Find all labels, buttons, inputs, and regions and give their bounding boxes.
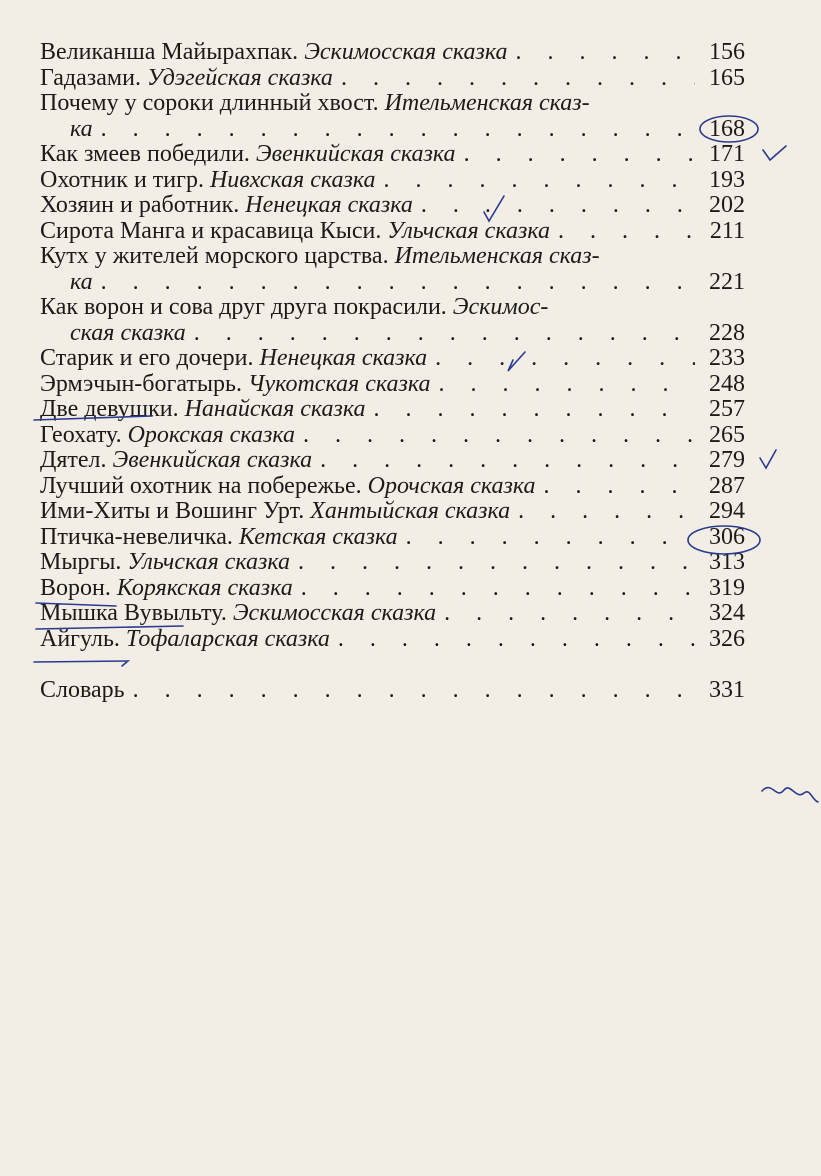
entry-title: Геохату. Орокская сказка	[40, 421, 295, 448]
entry-title: Кутх у жителей морского царства. Ительменская сказ-	[40, 243, 600, 269]
page-number: 265	[709, 421, 745, 448]
arrow-mark	[34, 661, 128, 666]
entry-title: Ворон. Корякская сказка	[40, 574, 293, 601]
entry-title: Дятел. Эвенкийская сказка	[40, 447, 313, 473]
page-number: 324	[709, 600, 745, 626]
page-number: 211	[709, 217, 745, 244]
page-number: 294	[709, 498, 745, 524]
page-number: 156	[709, 39, 745, 65]
entry-title: Птичка-невеличка. Кетская сказка	[40, 523, 398, 550]
entry-title: Великанша Майырахпак. Эскимосская сказка	[40, 39, 508, 65]
glossary-title: Словарь	[40, 677, 125, 703]
entry-title: Айгуль. Тофаларская сказка	[40, 625, 330, 652]
page-number: 202	[709, 192, 745, 218]
page-number: 279	[709, 447, 745, 473]
underline-mark-257	[34, 416, 152, 420]
entry-subtitle: Эвенкийская сказка	[255, 141, 456, 167]
page-number: 171	[709, 141, 745, 167]
check-mark-202	[484, 196, 504, 221]
entry-subtitle: Удэгейская сказка	[146, 64, 333, 91]
margin-scribble	[762, 788, 818, 802]
entry-subtitle: Чукотская сказка	[247, 370, 431, 397]
entry-subtitle: Нивхская сказка	[209, 166, 376, 193]
entry-subtitle: Хантыйская сказка	[310, 498, 511, 524]
entry-subtitle: ская сказка	[70, 319, 186, 346]
entry-subtitle: Эскимосская сказка	[232, 600, 437, 626]
entry-title: Сирота Манга и красавица Кыси. Ульчская сказка	[40, 217, 550, 244]
check-mark-279	[760, 450, 776, 468]
glossary-page-number: 331	[709, 677, 745, 703]
entry-title: Эрмэчын-богатырь. Чукотская сказка	[40, 370, 431, 397]
strike-mark-324	[36, 603, 116, 606]
entry-title: Охотник и тигр. Нивхская сказка	[40, 166, 376, 193]
page-number: 168	[709, 115, 745, 142]
entry-title: Гадазами. Удэгейская сказка	[40, 64, 333, 91]
circle-mark-168	[700, 116, 758, 142]
page-number: 248	[709, 370, 745, 397]
page-number: 165	[709, 64, 745, 91]
entry-subtitle: Кетская сказка	[238, 523, 398, 550]
entry-title: Хозяин и работник. Ненецкая сказка	[40, 192, 413, 218]
entry-title: Лучший охотник на побережье. Орочская сказка	[40, 472, 536, 499]
check-mark-233	[508, 352, 525, 371]
entry-title: Мышка Вувыльту. Эскимосская сказка	[40, 600, 437, 626]
page-number: 313	[709, 549, 745, 575]
page-number: 326	[709, 625, 745, 652]
entry-subtitle: Корякская сказка	[116, 574, 293, 601]
page-number: 228	[709, 319, 745, 346]
entry-subtitle: Ульчская сказка	[387, 217, 550, 244]
entry-title: Как змеев победили. Эвенкийская сказка	[40, 141, 456, 167]
page-number: 319	[709, 574, 745, 601]
check-mark-171	[763, 146, 786, 160]
page-number: 221	[709, 268, 745, 295]
entry-subtitle: Ульчская сказка	[127, 549, 291, 575]
entry-subtitle: Эскимос-	[452, 294, 549, 320]
entry-title: Две девушки. Нанайская сказка	[40, 396, 366, 422]
entry-title: Ими-Хиты и Вошинг Урт. Хантыйская сказка	[40, 498, 511, 524]
page-number: 287	[709, 472, 745, 499]
entry-subtitle: Тофаларская сказка	[125, 625, 330, 652]
page-number: 306	[709, 523, 745, 550]
entry-subtitle: Нанайская сказка	[184, 396, 366, 422]
page-number: 233	[709, 345, 745, 371]
entry-subtitle: Ительменская сказ-	[394, 243, 600, 269]
strike-mark-326	[36, 626, 183, 629]
entry-subtitle: ка	[70, 268, 93, 295]
entry-subtitle: Орокская сказка	[127, 421, 295, 448]
entry-title: Мыргы. Ульчская сказка	[40, 549, 291, 575]
entry-subtitle: Эвенкийская сказка	[112, 447, 313, 473]
entry-title: Старик и его дочери. Ненецкая сказка	[40, 345, 428, 371]
entry-subtitle: Ненецкая сказка	[245, 192, 413, 218]
entry-title: Почему у сороки длинный хвост. Ительменская сказ-	[40, 90, 590, 116]
entry-subtitle: Ительменская сказ-	[384, 90, 590, 116]
entry-subtitle: ка	[70, 115, 93, 142]
entry-subtitle: Орочская сказка	[367, 472, 536, 499]
circle-mark-306	[688, 523, 760, 554]
entry-title: Как ворон и сова друг друга покрасили. Эскимос-	[40, 294, 549, 320]
entry-subtitle: Эскимосская сказка	[304, 39, 508, 65]
page-number: 257	[709, 396, 745, 422]
page-number: 193	[709, 166, 745, 193]
entry-subtitle: Ненецкая сказка	[259, 345, 428, 371]
